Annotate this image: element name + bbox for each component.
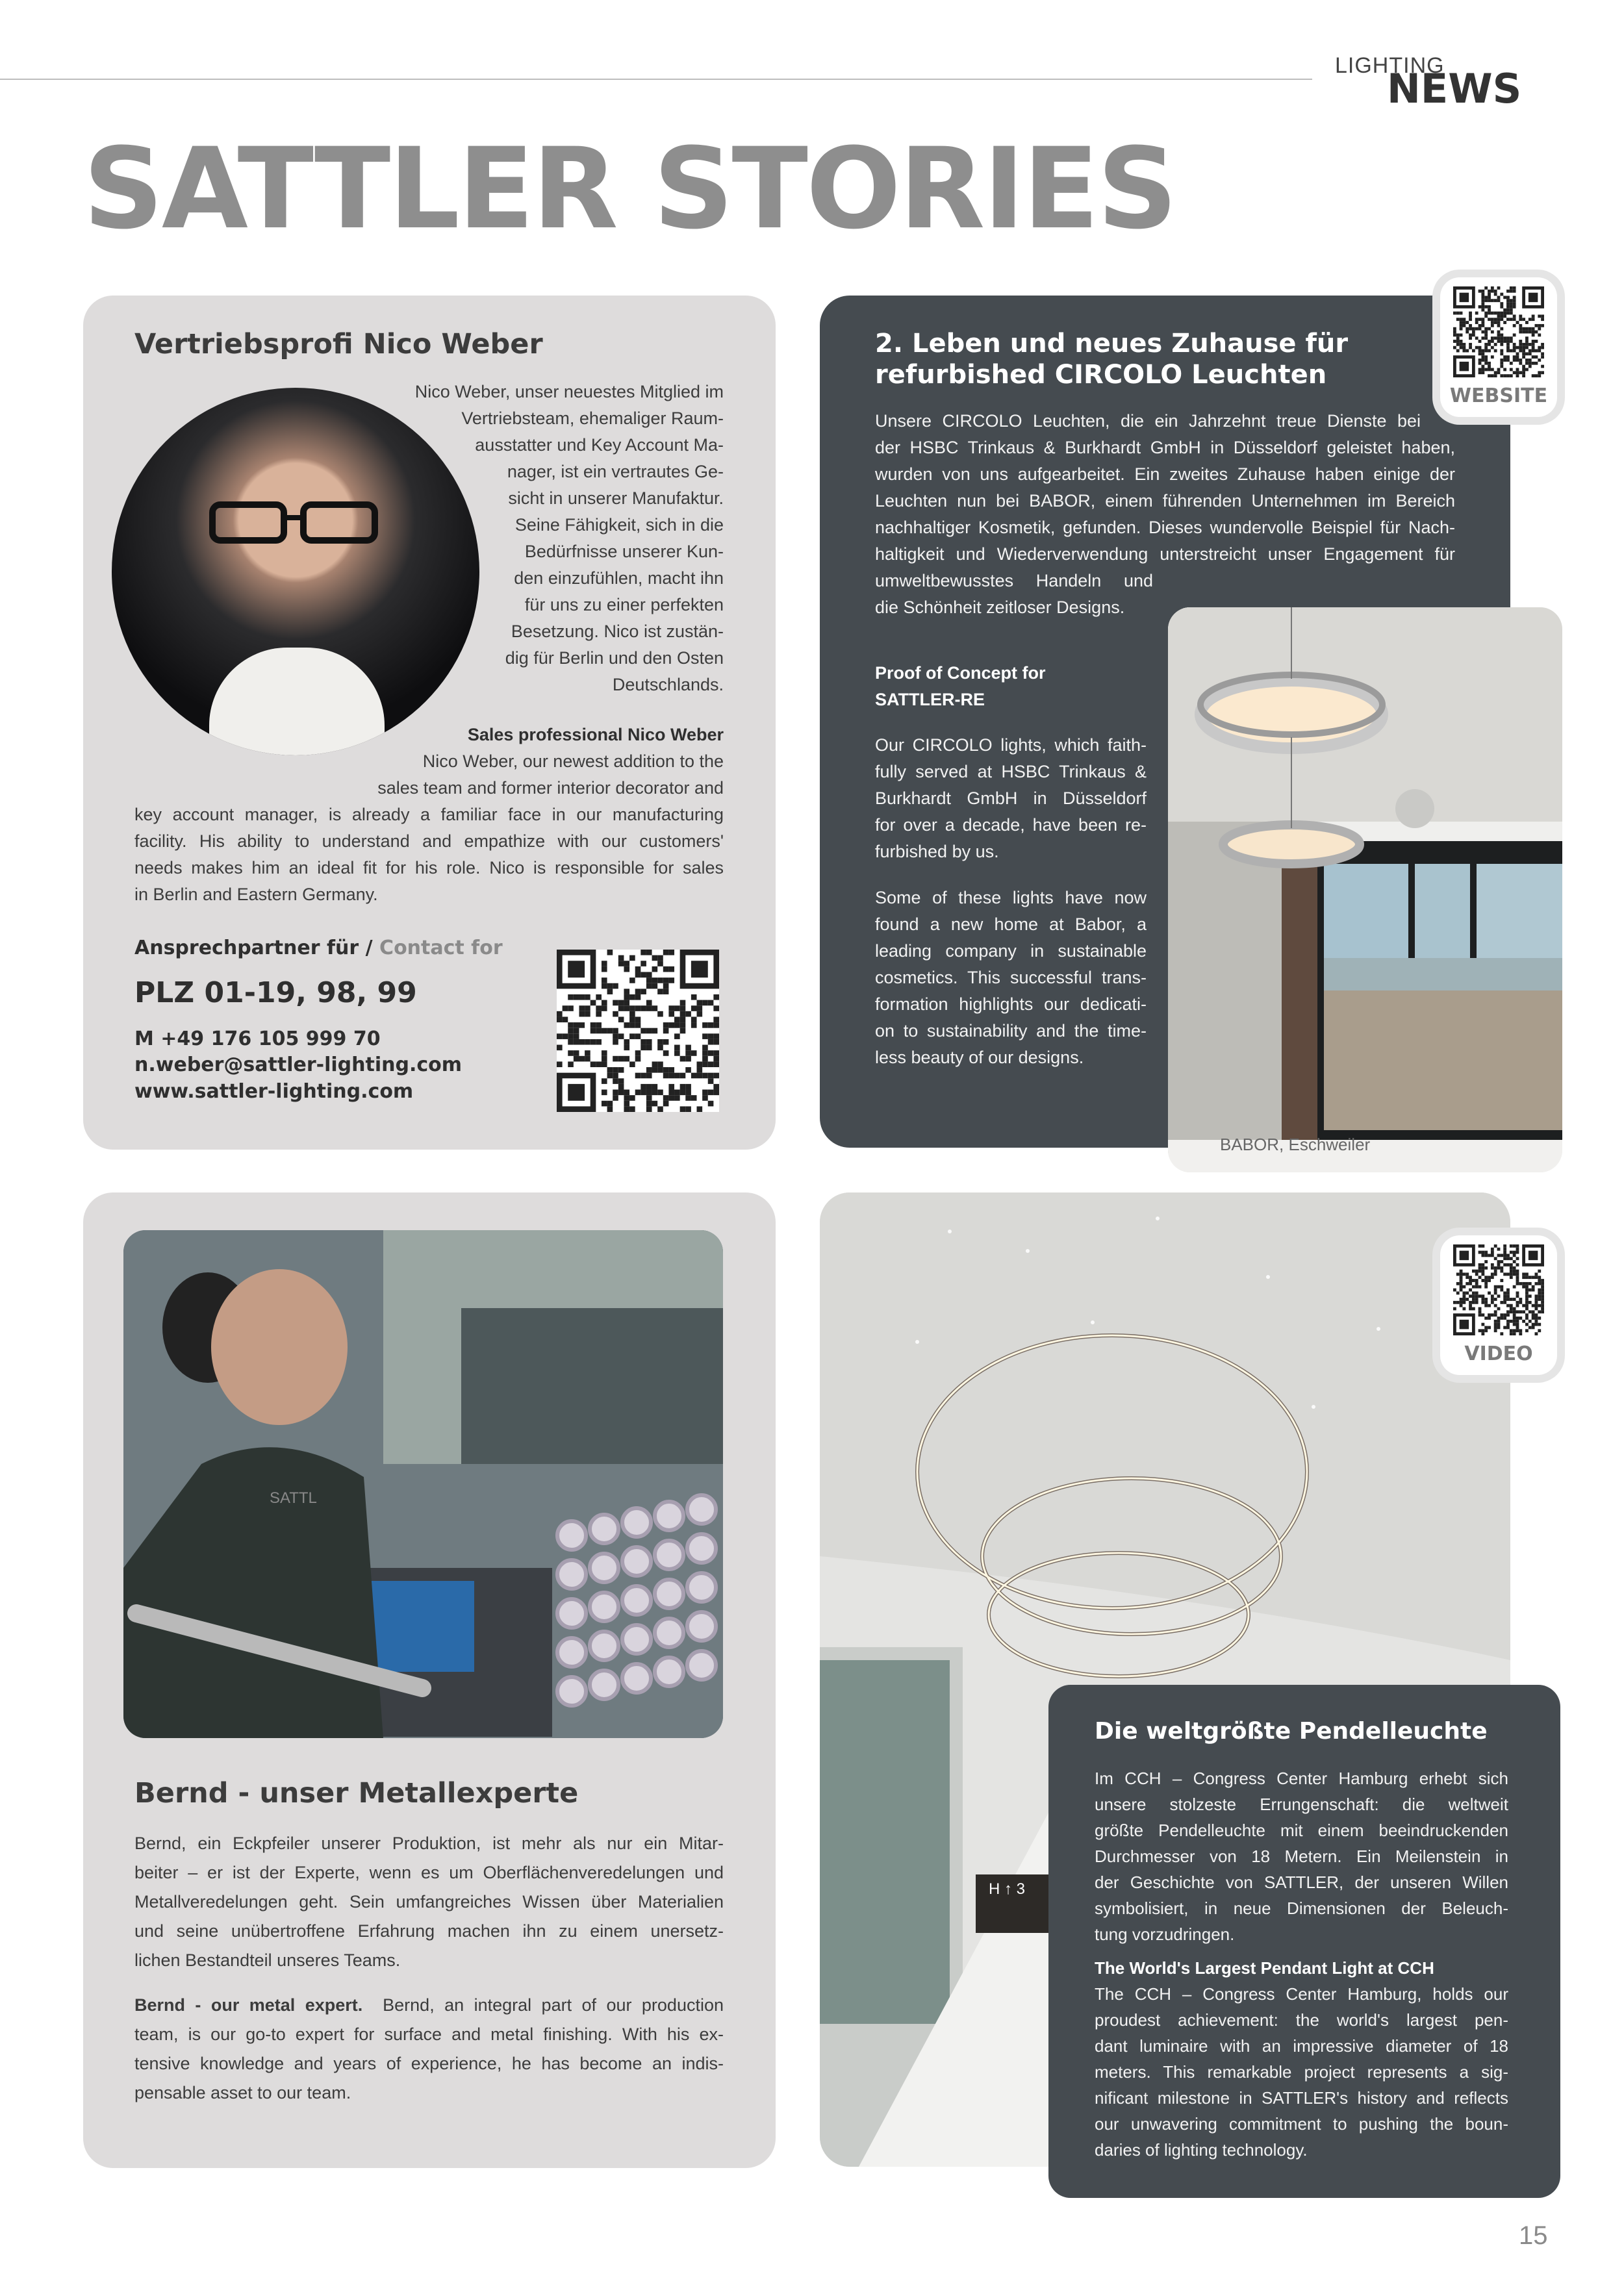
babor-room-illustration: [1168, 607, 1562, 1172]
text-line: nachhaltiger Kosmetik, gefunden. Dieses wundervolle Beispiel für Nach-: [875, 518, 1455, 537]
text-line: umweltbewusstes Handeln und: [875, 571, 1153, 590]
text-line: beiter – er ist der Experte, wenn es um Oberflächenveredelungen und: [134, 1863, 724, 1882]
text-line: Bedürfnisse unserer Kun-: [524, 542, 724, 561]
nico-heading: Vertriebsprofi Nico Weber: [134, 328, 543, 360]
circolo-babor-photo: [1168, 607, 1562, 1172]
text-line: furbished by us.: [875, 842, 999, 861]
text-line: der Geschichte von SATTLER, der unseren Willen: [1095, 1873, 1508, 1892]
contact-label-en: Contact for: [379, 937, 503, 959]
circolo-german-text: [875, 408, 1455, 621]
portrait-glasses: [206, 498, 381, 544]
text-line: needs makes him an ideal fit for his role. Nico is responsible for sales: [134, 858, 724, 877]
text-line: The CCH – Congress Center Hamburg, holds our: [1095, 1984, 1508, 2004]
text-line: leading company in sustainable: [875, 941, 1147, 961]
text-line: für uns zu einer perfekten: [524, 595, 724, 614]
circolo-en-paragraph-1: [875, 732, 1147, 865]
text-line: und seine unübertroffene Erfahrung machen ihn zu einem unersetz-: [134, 1921, 724, 1941]
text-line: team, is our go-to expert for surface and metal finishing. With his ex-: [134, 2025, 724, 2044]
bernd-german-text: [134, 1829, 724, 1975]
contact-label-de: Ansprechpartner für /: [134, 937, 380, 959]
contact-website-link[interactable]: www.sattler-lighting.com: [134, 1080, 414, 1103]
text-line: dig für Berlin und den Osten: [505, 648, 724, 668]
text-line: symbolisiert, in neue Dimensionen der Beleuch-: [1095, 1899, 1508, 1918]
text-line: lichen Bestandteil unseres Teams.: [134, 1950, 401, 1970]
bernd-photo: [123, 1230, 723, 1738]
text-line: found a new home at Babor, a: [875, 915, 1147, 934]
metal-workshop-illustration: [123, 1230, 723, 1738]
cch-sign-text: H ↑ 3: [989, 1880, 1026, 1898]
nico-english-text: [134, 748, 724, 908]
text-line: tensive knowledge and years of experience, he has become an indis-: [134, 2054, 724, 2073]
bernd-heading: Bernd - unser Metallexperte: [134, 1777, 579, 1810]
qr-label-website: WEBSITE: [1449, 385, 1548, 407]
text-line: Bernd, ein Eckpfeiler unserer Produktion, ist mehr als nur ein Mitar-: [134, 1834, 724, 1853]
text-line: die Schönheit zeitloser Designs.: [875, 598, 1125, 617]
section-label-news: NEWS: [1387, 65, 1522, 112]
circolo-website-qr[interactable]: [1440, 277, 1557, 417]
text-line: tung vorzudringen.: [1095, 1924, 1235, 1944]
text-line: proudest achievement: the world's largest pen-: [1095, 2010, 1508, 2030]
text-line: daries of lighting technology.: [1095, 2140, 1308, 2160]
cch-video-qr[interactable]: [1440, 1235, 1557, 1375]
text-line: Metallveredelungen geht. Sein umfangreiches Wissen über Materialien: [134, 1892, 724, 1911]
text-line: Durchmesser von 18 Metern. Ein Meilenstein in: [1095, 1847, 1508, 1866]
text-line: dant luminaire with an impressive diameter of 18: [1095, 2036, 1508, 2056]
text-line: cosmetics. This successful trans-: [875, 968, 1147, 987]
heading-line: refurbished CIRCOLO Leuchten: [875, 360, 1327, 390]
page-title: SATTLER STORIES: [83, 123, 1176, 254]
text-line: der HSBC Trinkaus & Burkhardt GmbH in Düsseldorf geleistet haben,: [875, 438, 1455, 457]
header-rule: [0, 79, 1312, 80]
text-line: sales team and former interior decorator and: [377, 778, 724, 798]
text-line: Our CIRCOLO lights, which faith-: [875, 735, 1147, 755]
text-line: less beauty of our designs.: [875, 1048, 1084, 1067]
cch-english-text: [1095, 1981, 1508, 2163]
circolo-heading: [875, 328, 1348, 390]
qr-code-icon: [1453, 1244, 1544, 1335]
qr-code-icon: [1453, 286, 1544, 377]
circolo-en-heading: [875, 660, 1045, 713]
portrait-shirt: [209, 648, 385, 755]
contact-label: [134, 937, 503, 959]
cch-heading: Die weltgrößte Pendelleuchte: [1095, 1718, 1488, 1745]
nico-german-text: [364, 379, 724, 698]
cch-german-text: [1095, 1765, 1508, 1947]
text-line: wurden von uns aufgearbeitet. Ein zweites Zuhause haben einige der: [875, 464, 1455, 484]
text-line: [134, 1991, 724, 2020]
text-line: key account manager, is already a familiar face in our manufacturing: [134, 805, 724, 824]
text-line: Nico Weber, unser neuestes Mitglied im: [414, 382, 724, 401]
text-line: Besetzung. Nico ist zustän-: [511, 622, 724, 641]
nico-qr-code[interactable]: [557, 950, 719, 1112]
qr-code-icon: [557, 950, 719, 1112]
page-number: 15: [1519, 2221, 1548, 2250]
text-line: on to sustainability and the time-: [875, 1021, 1147, 1041]
text-line: nificant milestone in SATTLER's history and reflects: [1095, 2088, 1508, 2108]
heading-line: 2. Leben und neues Zuhause für: [875, 329, 1349, 359]
qr-label-video: VIDEO: [1464, 1343, 1533, 1365]
text-line: Seine Fähigkeit, sich in die: [514, 515, 724, 535]
text-line: our unwavering commitment to pushing the boun-: [1095, 2114, 1508, 2134]
text-line: Deutschlands.: [612, 675, 724, 694]
text-line: unsere stolzeste Errungenschaft: die weltweit: [1095, 1795, 1508, 1814]
text-line: facility. His ability to understand and empathize with our customers': [134, 831, 724, 851]
text-line: den einzufühlen, macht ihn: [514, 568, 724, 588]
text-line: in Berlin and Eastern Germany.: [134, 885, 378, 904]
text-line: meters. This remarkable project represents a sig-: [1095, 2062, 1508, 2082]
text-line: for over a decade, have been re-: [875, 815, 1147, 835]
contact-postcodes: PLZ 01-19, 98, 99: [134, 976, 417, 1009]
contact-phone: M +49 176 105 999 70: [134, 1028, 381, 1050]
text-line: Vertriebsteam, ehemaliger Raum-: [461, 409, 724, 428]
cch-en-heading: The World's Largest Pendant Light at CCH: [1095, 1958, 1434, 1978]
text-line: formation highlights our dedicati-: [875, 994, 1147, 1014]
text-line: pensable asset to our team.: [134, 2083, 351, 2102]
nico-english-heading: Sales professional Nico Weber: [467, 725, 724, 744]
text-line: Some of these lights have now: [875, 888, 1147, 907]
text-line: Nico Weber, our newest addition to the: [422, 751, 724, 771]
text-line: größte Pendelleuchte mit einem beeindruckenden: [1095, 1821, 1508, 1840]
heading-line: Proof of Concept for: [875, 663, 1046, 683]
text-line: haltigkeit und Wiederverwendung unterstreicht unser Engagement für: [875, 544, 1455, 564]
bernd-english-first: Bernd, an integral part of our production: [383, 1995, 724, 2015]
photo-caption: BABOR, Eschweiler: [1220, 1135, 1371, 1154]
text-line: sicht in unserer Manufaktur.: [508, 488, 724, 508]
text-line: Im CCH – Congress Center Hamburg erhebt sich: [1095, 1769, 1508, 1788]
text-line: ausstatter und Key Account Ma-: [475, 435, 724, 455]
text-line: fully served at HSBC Trinkaus &: [875, 762, 1147, 781]
text-line: Burkhardt GmbH in Düsseldorf: [875, 788, 1147, 808]
contact-email-link[interactable]: n.weber@sattler-lighting.com: [134, 1053, 462, 1076]
circolo-en-paragraph-2: [875, 885, 1147, 1071]
heading-line: SATTLER-RE: [875, 690, 985, 709]
bernd-english-text: [134, 1991, 724, 2108]
bernd-english-lead: Bernd - our metal expert.: [134, 1995, 363, 2015]
section-label-lighting: LIGHTING: [1335, 53, 1445, 78]
text-line: Leuchten nun bei BABOR, einem führenden Unternehmen im Bereich: [875, 491, 1455, 511]
shirt-logo: SATTL: [270, 1489, 317, 1507]
text-line: nager, ist ein vertrautes Ge-: [507, 462, 724, 481]
text-line: Unsere CIRCOLO Leuchten, die ein Jahrzehnt treue Dienste bei: [875, 411, 1421, 431]
